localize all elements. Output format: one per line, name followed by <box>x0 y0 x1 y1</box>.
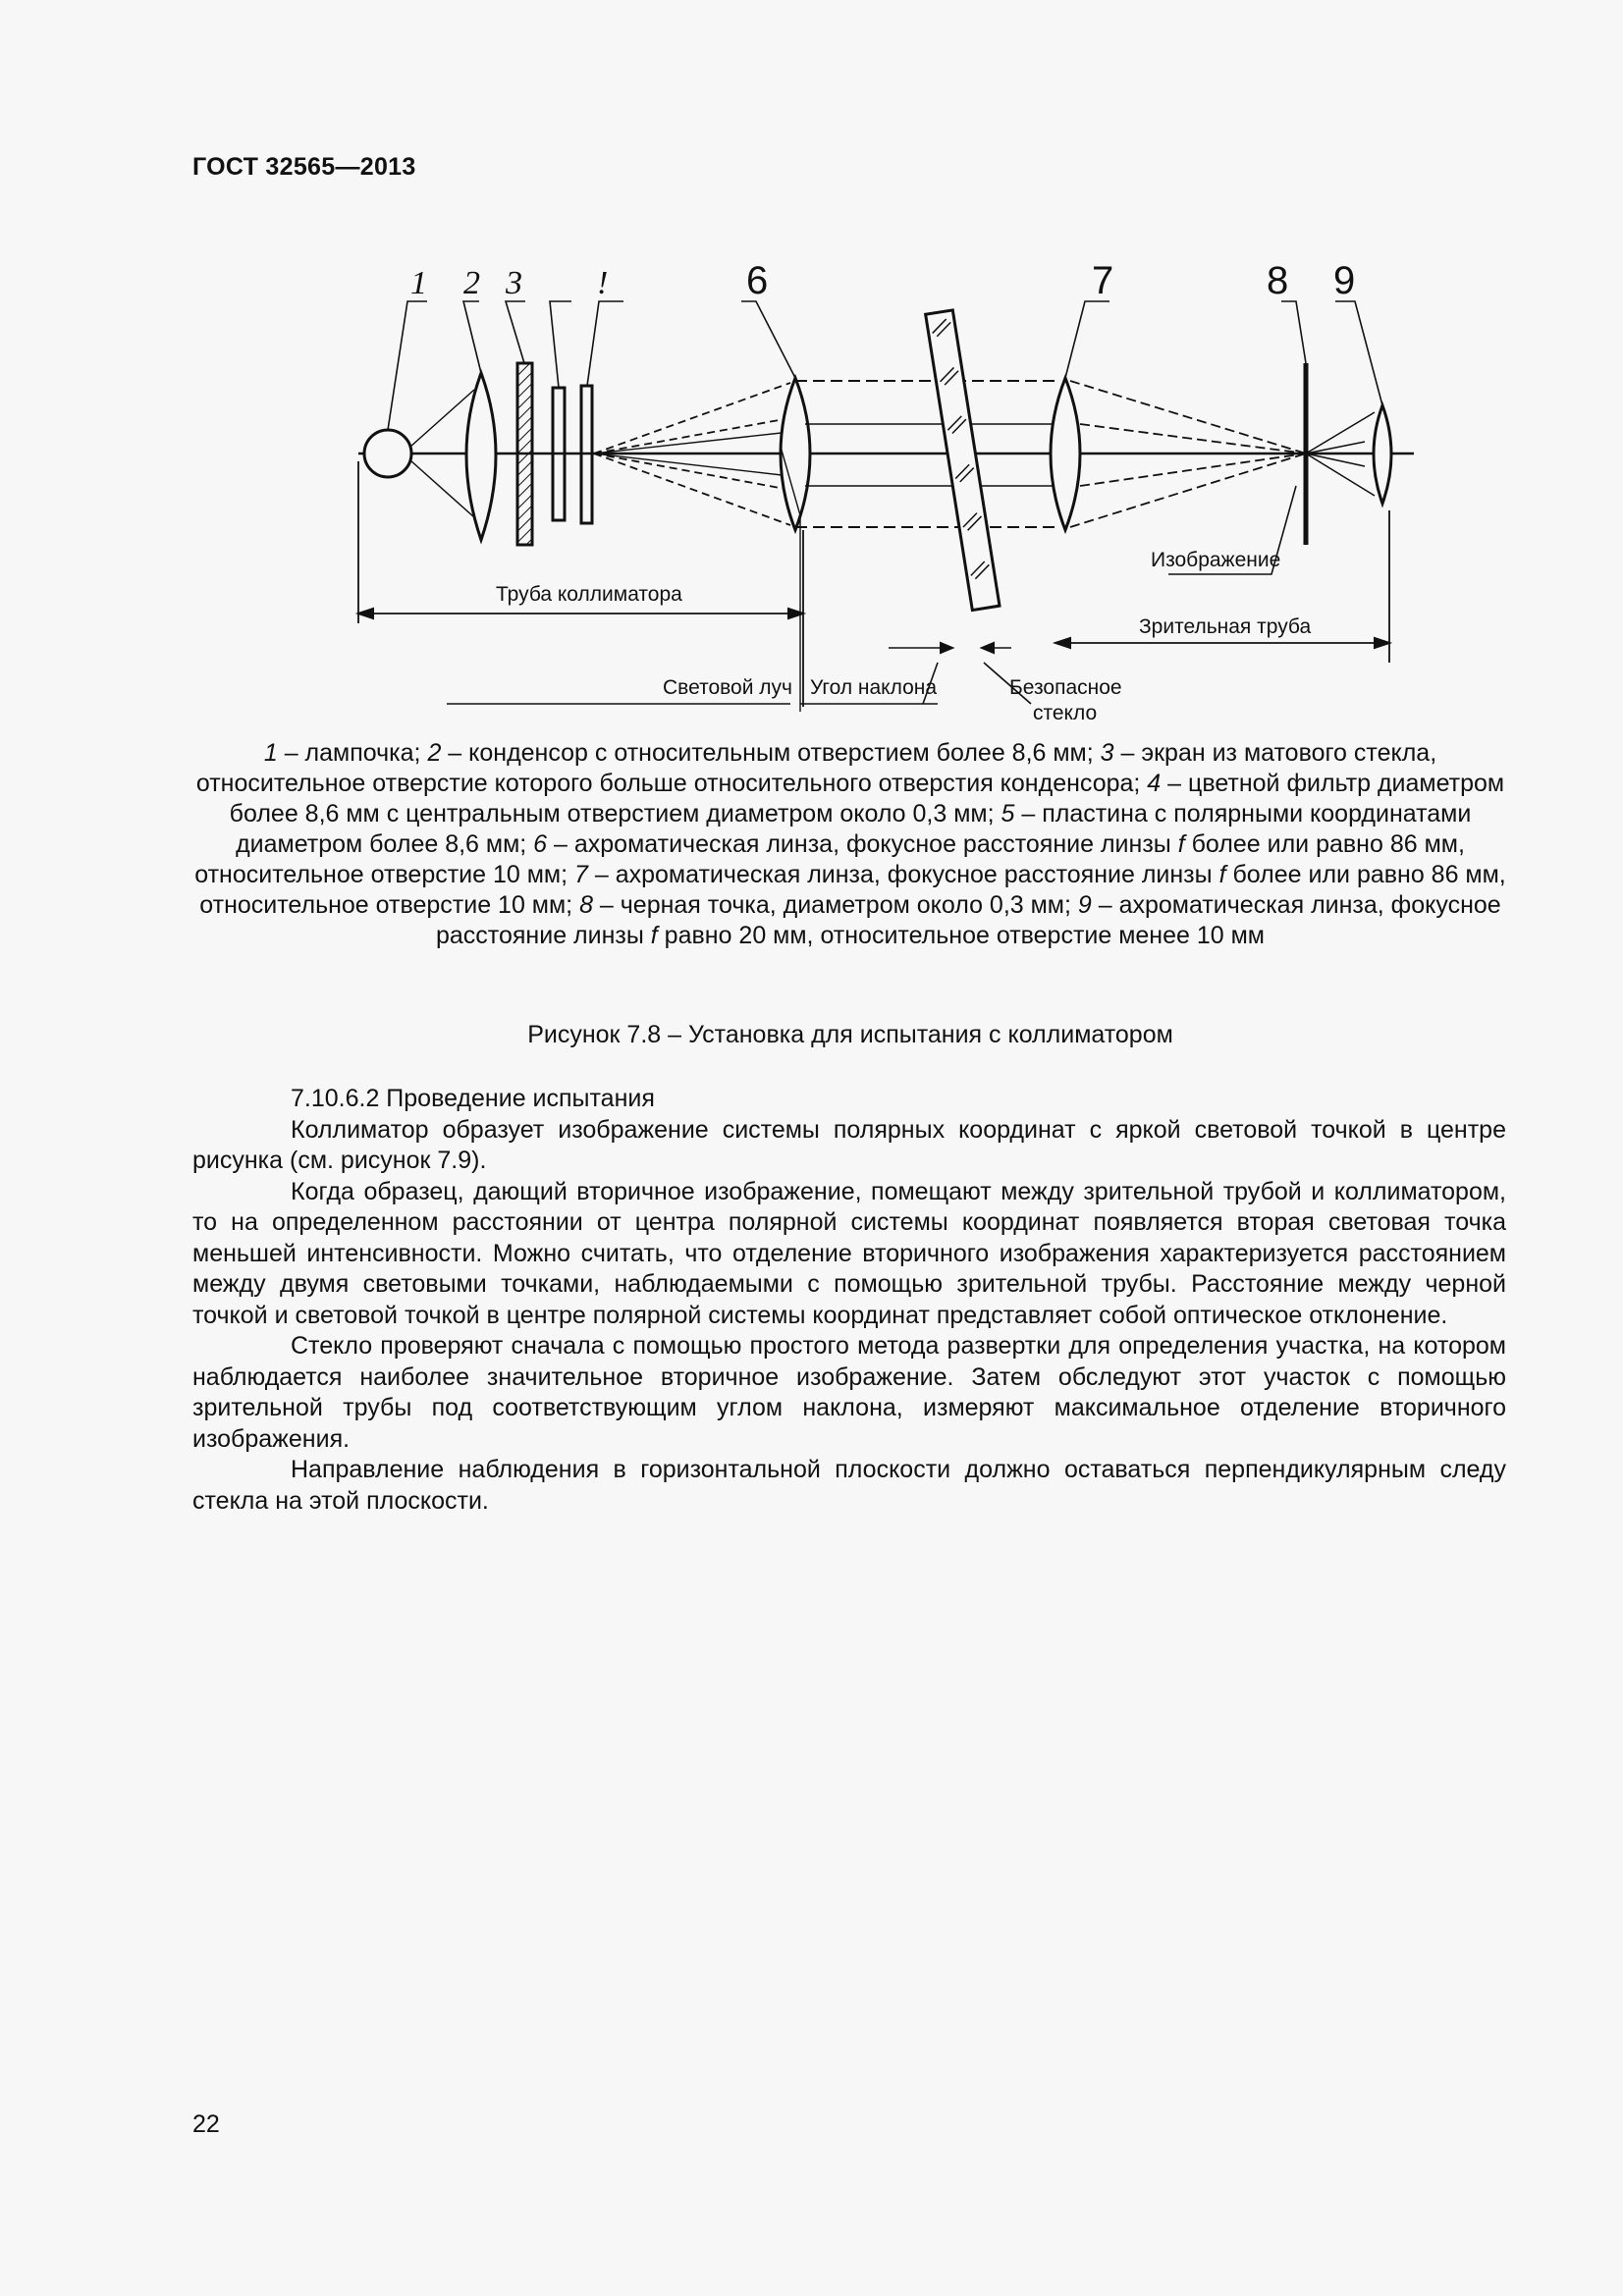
label-tilt-angle: Угол наклона <box>810 676 938 699</box>
eyepiece-lens <box>1374 405 1391 504</box>
section-heading: 7.10.6.2 Проведение испытания <box>291 1085 655 1112</box>
optical-diagram <box>353 250 1434 736</box>
label-collimator-tube: Труба коллиматора <box>496 583 682 606</box>
paragraph: Когда образец, дающий вторичное изображение, помещают между зрительной трубой и коллиматором, то на определенном расстоянии от центра полярной системы координат появляется вторая световая точка меньшей интенсивности. Можно считать, что отделение вторичного изображения характеризуется расстоянием между двумя световыми точками, наблюдаемыми с помощью зрительной трубы. Расстояние между черной точкой и световой точкой в центре полярной системы координат представляет собой оптическое отклонение. <box>192 1177 1506 1329</box>
legend-num: 3 <box>1100 739 1114 767</box>
legend-text: равно 20 мм, относительное отверстие менее 10 мм <box>657 922 1265 949</box>
legend-num: 9 <box>1077 891 1092 919</box>
label-image: Изображение <box>1151 549 1281 571</box>
lamp <box>364 430 411 477</box>
num-1: 1 <box>410 265 427 301</box>
legend-num: 2 <box>427 739 442 767</box>
lens-7 <box>1051 378 1080 530</box>
paragraph: Направление наблюдения в горизонтальной плоскости должно оставаться перпендикулярным следу стекла на этой плоскости. <box>192 1456 1506 1515</box>
label-safety-glass-1: Безопасное <box>1009 676 1122 699</box>
paragraph: Коллиматор образует изображение системы полярных координат с яркой световой точкой в центре рисунка (см. рисунок 7.9). <box>192 1115 1506 1174</box>
legend-text: более или равно 86 мм, относительное отверстие 10 мм; <box>194 830 1465 888</box>
legend-num: 7 <box>574 861 588 888</box>
legend-text: – пластина с полярными координатами диаметром более 8,6 мм; <box>236 800 1472 858</box>
num-3: 3 <box>506 265 522 301</box>
body-text <box>192 1084 1506 1517</box>
legend-num: 8 <box>579 891 593 919</box>
legend-num: 1 <box>263 739 278 767</box>
label-safety-glass-2: стекло <box>1033 702 1098 724</box>
legend-f: f <box>1218 861 1226 888</box>
legend-text: – конденсор с относительным отверстием более 8,6 мм; <box>441 739 1101 767</box>
num-7: 7 <box>1092 259 1114 302</box>
num-6: 6 <box>746 259 769 302</box>
label-scope: Зрительная труба <box>1139 615 1312 638</box>
legend-f: f <box>650 922 658 949</box>
legend-text: – экран из матового стекла, относительное отверстие которого больше относительного отверстия конденсора; <box>195 739 1437 797</box>
legend-text: более или равно 86 мм, относительное отверстие 10 мм; <box>199 861 1506 919</box>
legend-text: – ахроматическая линза, фокусное расстояние линзы <box>547 830 1178 858</box>
legend-text: – ахроматическая линза, фокусное расстояние линзы <box>436 891 1501 949</box>
paragraph: Стекло проверяют сначала с помощью простого метода развертки для определения участка, на котором наблюдается наиболее значительное вторичное изображение. Затем обследуют этот участок с помощью зрительной трубы под соответствующим углом наклона, измеряют максимальное отделение вторичного изображения. <box>192 1332 1506 1453</box>
figure-number-labels <box>410 265 608 301</box>
matte-screen <box>517 363 532 545</box>
legend-text: – цветной фильтр диаметром более 8,6 мм с центральным отверстием диаметром около 0,3 мм; <box>229 770 1505 828</box>
document-header: ГОСТ 32565—2013 <box>192 153 416 181</box>
legend-num: 4 <box>1147 770 1162 797</box>
figure-legend <box>192 738 1508 951</box>
num-9: 9 <box>1333 259 1356 302</box>
lens-6 <box>781 378 810 530</box>
label-light-beam: Световой луч <box>663 676 792 699</box>
safety-glass <box>926 310 1000 611</box>
figure-title: Рисунок 7.8 – Установка для испытания с коллиматором <box>527 1021 1173 1048</box>
page-number: 22 <box>192 2110 220 2138</box>
legend-text: – черная точка, диаметром около 0,3 мм; <box>592 891 1078 919</box>
legend-text: – ахроматическая линза, фокусное расстояние линзы <box>587 861 1219 888</box>
num-4-5: ! <box>597 265 609 301</box>
num-2: 2 <box>463 265 480 301</box>
legend-num: 5 <box>1001 800 1015 828</box>
legend-text: – лампочка; <box>277 739 428 767</box>
collimator-setup-figure <box>353 250 1434 736</box>
num-8: 8 <box>1267 259 1289 302</box>
legend-num: 6 <box>533 830 548 858</box>
legend-f: f <box>1177 830 1185 858</box>
